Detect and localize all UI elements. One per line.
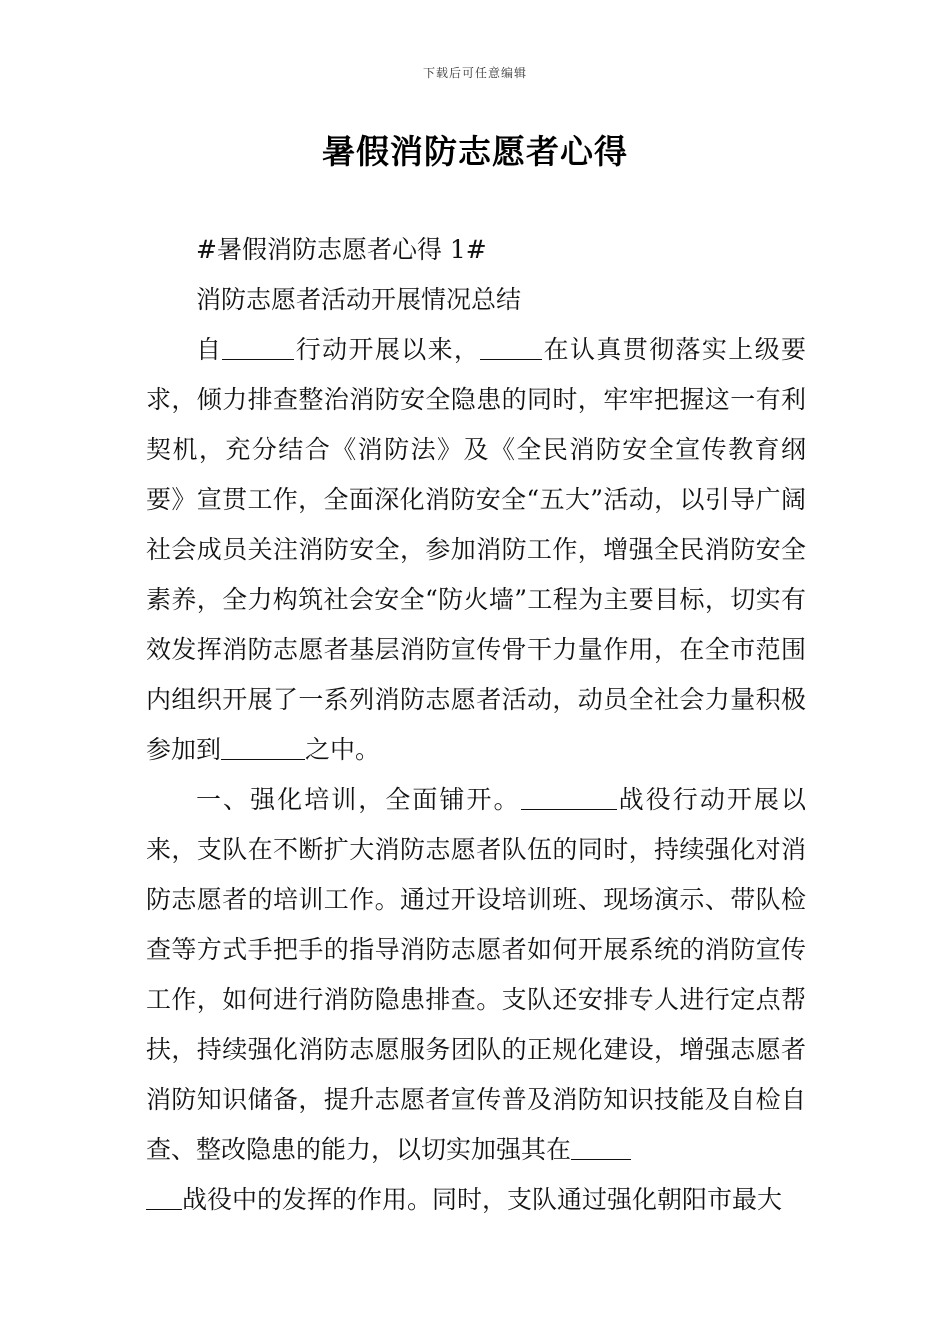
fill-blank [571,1133,631,1160]
document-body [146,225,806,1225]
section-subheading: 消防志愿者活动开展情况总结 [196,285,522,314]
section-heading: #暑假消防志愿者心得 1# [196,235,487,264]
paragraph-1-text-a: 自 [196,335,223,364]
document-title: 暑假消防志愿者心得 [322,132,628,171]
header-note: 下载后可任意编辑 [422,66,527,80]
fill-blank [222,333,294,360]
paragraph-2-text-a: 一、强化培训，全面铺开。 [196,785,521,814]
paragraph-1-text-b: 行动开展以来， [294,335,481,364]
paragraph-1-text-c: 在认真贯彻落实上级要求，倾力排查整治消防安全隐患的同时，牢牢把握这一有利契机，充分结合《消防法》及《全民消防安全宣传教育纲要》宣贯工作，全面深化消防安全“五大”活动，以引导广阔社会成员关注消防安全，参加消防工作，增强全民消防安全素养，全力构筑社会安全“防火墙”工程为主要目标，切实有效发挥消防志愿者基层消防宣传骨干力量作用，在全市范围内组织开展了一系列消防志愿者活动，动员全社会力量积极参加到 [146,335,806,764]
paragraph-2-text-b: 战役行动开展以来，支队在不断扩大消防志愿者队伍的同时，持续强化对消防志愿者的培训工作。通过开设培训班、现场演示、带队检查等方式手把手的指导消防志愿者如何开展系统的消防宣传工作，如何进行消防隐患排查。支队还安排专人进行定点帮扶，持续强化消防志愿服务团队的正规化建设，增强志愿者消防知识储备，提升志愿者宣传普及消防知识技能及自检自查、整改隐患的能力，以切实加强其在 [146,785,806,1164]
paragraph-2 [146,775,806,1225]
paragraph-1-text-d: 之中。 [305,735,381,764]
paragraph-2-text-c: 战役中的发挥的作用。同时，支队通过强化朝阳市最大 [182,1185,783,1214]
fill-blank [521,783,617,810]
fill-blank [146,1183,182,1210]
paragraph-1 [146,325,806,775]
fill-blank [221,733,305,760]
fill-blank [480,333,542,360]
